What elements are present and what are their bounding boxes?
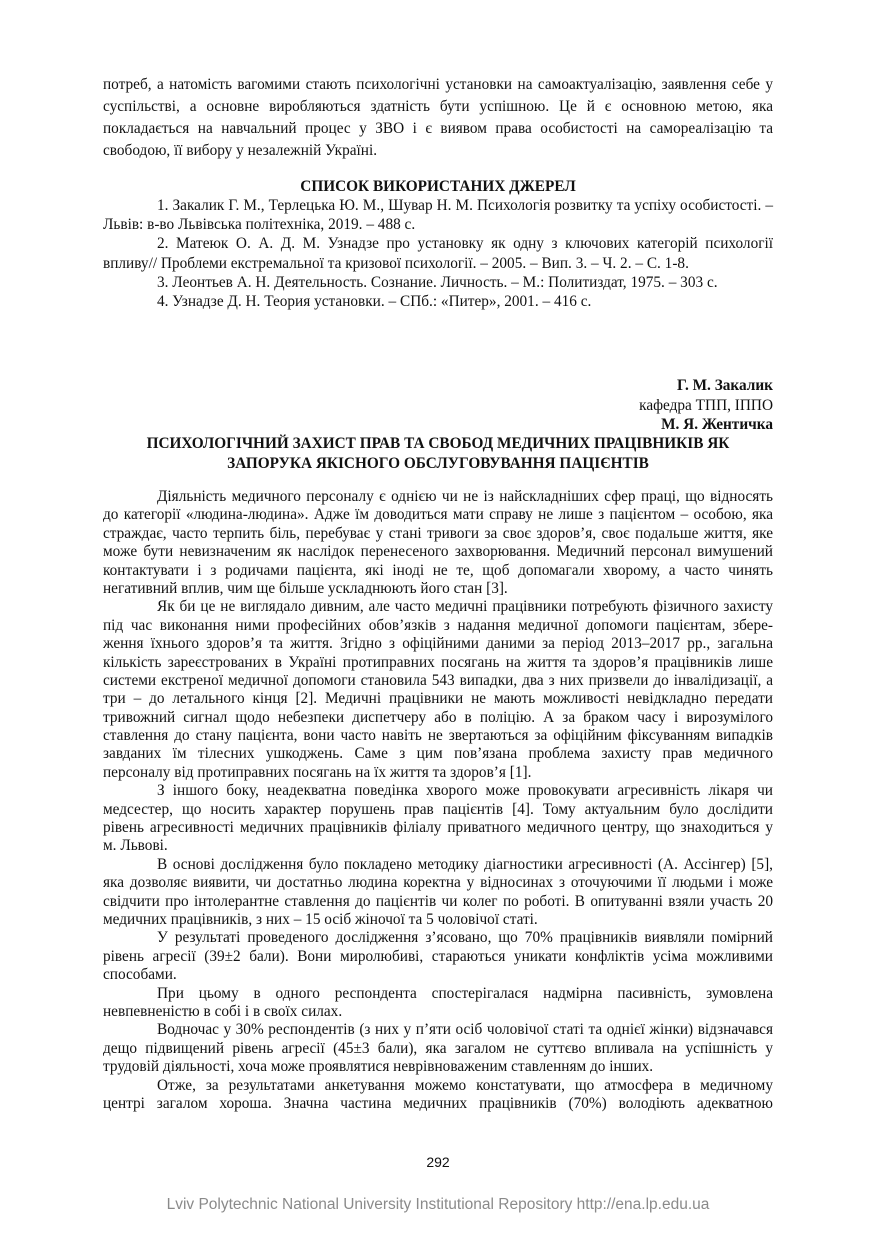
text-line: медичних працівників, з них – 15 осіб жіночої та 5 чоловічої статі. xyxy=(103,910,538,928)
text-line: рівень агресії (39±2 бали). Вони миролюбиві, стараються уникати конфліктів усіма можливими xyxy=(103,947,773,965)
page-number: 292 xyxy=(426,1154,450,1170)
paragraph xyxy=(103,273,773,292)
paragraph xyxy=(103,929,773,984)
author-1: Г. М. Закалик xyxy=(676,377,773,394)
text-line: способами. xyxy=(103,966,177,984)
paragraph xyxy=(103,856,773,930)
text-line: ження їхнього здоров’я та життя. Згідно з офіційними даними за період 2013–2017 рр., загальна xyxy=(103,635,773,653)
paragraph xyxy=(103,292,773,311)
text-line: потреб, а натомість вагомими стають психологічні установки на самоактуалізацію, заявлення себе у xyxy=(103,76,773,93)
text-line: до категорії «людина-людина». Адже їм доводиться мати справу не лише з пацієнтом – особою, яка xyxy=(103,506,773,524)
article-title-line-2: ЗАПОРУКА ЯКІСНОГО ОБСЛУГОВУВАННЯ ПАЦІЄНТІВ xyxy=(227,454,649,472)
paragraph xyxy=(103,985,773,1022)
text-line: персоналу від протиправних посягань на їх життя та здоров’я [1]. xyxy=(103,763,532,781)
text-line: дещо підвищений рівень агресії (45±3 бали), яка загалом не суттєво впливала на успішність у xyxy=(103,1039,773,1057)
text-line: В основі дослідження було покладено методику діагностики агресивності (А. Ассінгер) [5], xyxy=(157,855,773,873)
text-line: м. Львові. xyxy=(103,837,168,855)
text-line: рівень агресивності медичних працівників філіалу приватного медичного центру, що знаходиться у xyxy=(103,819,773,837)
text-line: медсестер, що носить характер порушень прав пацієнтів [4]. Тому актуальним було дослідити xyxy=(103,800,773,818)
text-line: впливу// Проблеми екстремальної та кризової психології. – 2005. – Вип. 3. – Ч. 2. – С. 1-8. xyxy=(103,254,689,272)
text-line: Львів: в-во Львівська політехніка, 2019. – 488 с. xyxy=(103,216,416,234)
article-title xyxy=(103,434,773,473)
text-line: З іншого боку, неадекватна поведінка хворого може провокувати агресивність лікаря чи xyxy=(157,782,773,800)
text-line: контактувати і з родичами пацієнта, які іноді не те, щоб допомагали хворому, а часто чинять xyxy=(103,561,773,579)
text-line: тривожний сигнал щодо небезпеки диспетчеру або в поліцію. А за браком часу і вирозумілого xyxy=(103,708,773,726)
text-line: кількість зареєстрованих в Україні протиправних посягань на життя та здоров’я працівників лише xyxy=(103,653,773,671)
text-line: У результаті проведеного дослідження з’ясовано, що 70% працівників виявляли помірний xyxy=(157,929,773,947)
text-line: під час виконання ними професійних обов’язків з надання медичної допомоги пацієнтам, збере- xyxy=(103,616,773,634)
text-line: страждає, часто терпить біль, перебуває у стані тривоги за своє здоров’я, своє подальше життя, яке xyxy=(103,524,773,542)
authors-block xyxy=(103,376,773,435)
intro-text xyxy=(103,74,773,162)
text-line: системи екстреної медичної допомоги становила 543 випадки, два з них призвели до інвалідизації, а xyxy=(103,671,773,689)
paragraph xyxy=(103,1021,773,1076)
text-line: ставлення до стану пацієнта, вони часто навіть не звертаються за офіційним фіксуванням випадків xyxy=(103,727,773,745)
text-line: 3. Леонтьев А. Н. Деятельность. Сознание. Личность. – М.: Политиздат, 1975. – 303 с. xyxy=(157,273,718,291)
text-line: свободою, її вибору у незалежній Україні. xyxy=(103,142,378,159)
text-line: 4. Узнадзе Д. Н. Теория установки. – СПб.: «Питер», 2001. – 416 с. xyxy=(157,292,592,310)
text-line: 2. Матеюк О. А. Д. М. Узнадзе про установку як одну з ключових категорій психології xyxy=(157,235,773,253)
text-line: 1. Закалик Г. М., Терлецька Ю. М., Шувар Н. М. Психологія розвитку та успіху особистості. – xyxy=(157,197,773,214)
author-2: М. Я. Жентичка xyxy=(661,416,773,433)
text-line: яка дозволяє виявити, чи достатньо людина коректна у відносинах з оточуючими її людьми і може xyxy=(103,874,773,892)
text-line: трудовій діяльності, хоча може проявлятися неврівноваженим ставленням до інших. xyxy=(103,1058,654,1076)
text-line: центрі загалом хороша. Значна частина медичних працівників (70%) володіють адекватною xyxy=(103,1094,773,1112)
paragraph xyxy=(103,782,773,856)
text-line: Водночас у 30% респондентів (з них у п’яти осіб чоловічої статі та однієї жінки) відзначався xyxy=(157,1021,773,1039)
paragraph xyxy=(103,74,773,162)
paragraph xyxy=(103,598,773,782)
text-line: невпевненістю в собі і в своїх силах. xyxy=(103,1002,343,1020)
article-body xyxy=(103,488,773,1113)
paragraph xyxy=(103,1077,773,1114)
text-line: При цьому в одного респондента спостерігалася надмірна пасивність, зумовлена xyxy=(157,984,773,1002)
text-line: негативний вплив, чим ще більше ускладнюють його стан [3]. xyxy=(103,579,508,597)
text-line: суспільстві, а основне виробляються здатність бути успішною. Це й є основною метою, яка xyxy=(103,98,773,115)
article-title-line-1: ПСИХОЛОГІЧНИЙ ЗАХИСТ ПРАВ ТА СВОБОД МЕДИЧНИХ ПРАЦІВНИКІВ ЯК xyxy=(146,435,730,452)
paragraph xyxy=(103,196,773,234)
text-line: три – до летального кінця [2]. Медичні працівники не мають можливості невідкладно передати xyxy=(103,690,773,708)
paragraph xyxy=(103,488,773,598)
text-line: свідчити про інтолерантне ставлення до пацієнтів чи колег по роботі. В опитуванні взяли участь 20 xyxy=(103,892,773,910)
affiliation: кафедра ТПП, ІППО xyxy=(639,396,773,414)
text-line: завданих їм тілесних ушкоджень. Саме з цим пов’язана проблема захисту прав медичного xyxy=(103,745,773,763)
paragraph xyxy=(103,234,773,272)
text-line: Як би це не виглядало дивним, але часто медичні працівники потребують фізичного захисту xyxy=(157,598,773,616)
repository-footer: Lviv Polytechnic National University Institutional Repository http://ena.lp.edu.ua xyxy=(166,1196,710,1213)
references-heading: СПИСОК ВИКОРИСТАНИХ ДЖЕРЕЛ xyxy=(300,178,576,195)
text-line: Діяльність медичного персоналу є однією чи не із найскладніших сфер праці, що відносять xyxy=(157,488,773,505)
references-list xyxy=(103,196,773,311)
text-line: може бути невизначеним як наслідок перенесеного захворювання. Медичний персонал вимушений xyxy=(103,543,773,561)
text-line: покладається на навчальний процес у ЗВО і є виявом права особистості на самореалізацію та xyxy=(103,120,773,137)
text-line: Отже, за результатами анкетування можемо констатувати, що атмосфера в медичному xyxy=(157,1076,773,1094)
